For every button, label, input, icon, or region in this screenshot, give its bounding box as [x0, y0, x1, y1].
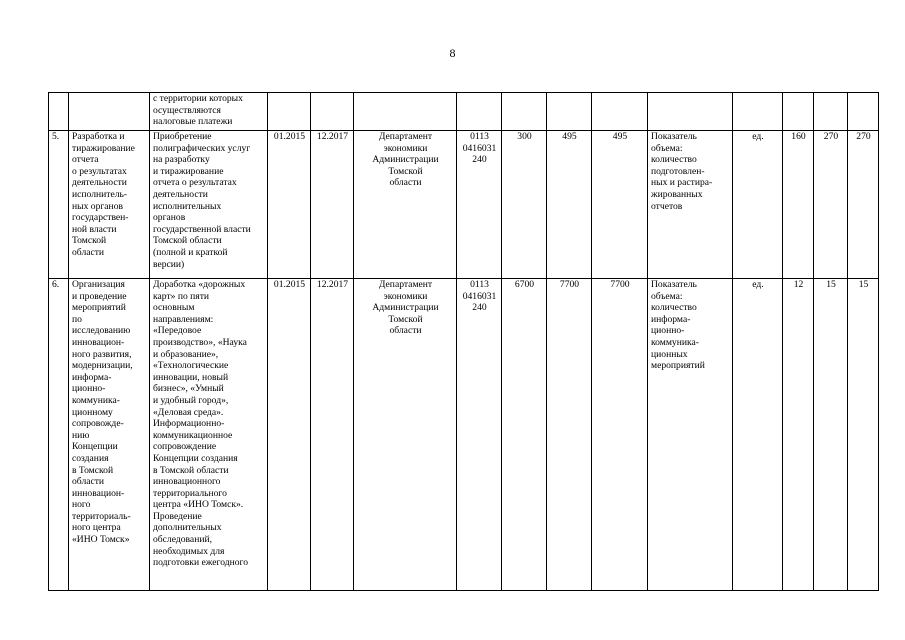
- cell-start: 01.2015: [268, 279, 311, 591]
- cell-start: [268, 93, 311, 131]
- cell-executor: Департамент экономики Администрации Томской области: [354, 131, 457, 279]
- cell-v2: [547, 93, 592, 131]
- cell-num: 6.: [49, 279, 69, 591]
- cell-executor: [354, 93, 457, 131]
- cell-i1: 12: [783, 279, 814, 591]
- cell-i2: [814, 93, 848, 131]
- cell-activity: Доработка «дорожных карт» по пяти основным направлениям: «Передовое производство», «Наука и образование», «Технологические инновации, новый бизнес», «Умный и удобный город», «Деловая среда». Информационно- коммуникационное сопровождение Концепции создания в Томской области инновационного территориального центра «ИНО Томск». Проведение дополнительных обследований, необходимых для подготовки ежегодного: [150, 279, 268, 591]
- page-number: 8: [449, 46, 456, 60]
- cell-v2: 7700: [547, 279, 592, 591]
- cell-i2: 270: [814, 131, 848, 279]
- cell-indicator: [648, 93, 733, 131]
- cell-end: [311, 93, 354, 131]
- cell-i2: 15: [814, 279, 848, 591]
- cell-unit: [733, 93, 783, 131]
- cell-executor: Департамент экономики Администрации Томской области: [354, 279, 457, 591]
- cell-v1: [502, 93, 547, 131]
- cell-activity: с территории которых осуществляются налоговые платежи: [150, 93, 268, 131]
- table-row: [49, 279, 879, 591]
- cell-code: 0113 0416031 240: [457, 131, 502, 279]
- cell-name: [69, 93, 150, 131]
- cell-name: Организация и проведение мероприятий по исследованию инновацион- ного развития, модернизации, информа- ционно- коммуника- ционному сопровожде- нию Концепции создания в Томской области инновацион- ного территориаль- ного центра «ИНО Томск»: [69, 279, 150, 591]
- cell-name: Разработка и тиражирование отчета о результатах деятельности исполнитель- ных органов государствен- ной власти Томской области: [69, 131, 150, 279]
- cell-v2: 495: [547, 131, 592, 279]
- cell-end: 12.2017: [311, 131, 354, 279]
- cell-v1: 300: [502, 131, 547, 279]
- cell-code: [457, 93, 502, 131]
- cell-v3: [592, 93, 648, 131]
- cell-start: 01.2015: [268, 131, 311, 279]
- cell-code: 0113 0416031 240: [457, 279, 502, 591]
- program-activities-table: [48, 92, 879, 591]
- cell-num: [49, 93, 69, 131]
- cell-i3: [848, 93, 879, 131]
- cell-v1: 6700: [502, 279, 547, 591]
- cell-num: 5.: [49, 131, 69, 279]
- cell-i3: 15: [848, 279, 879, 591]
- cell-activity: Приобретение полиграфических услуг на разработку и тиражирование отчета о результатах деятельности исполнительных органов государственной власти Томской области (полной и краткой версии): [150, 131, 268, 279]
- table-row: [49, 131, 879, 279]
- cell-i1: [783, 93, 814, 131]
- cell-unit: ед.: [733, 131, 783, 279]
- cell-indicator: Показатель объема: количество подготовлен- ных и растира- жированных отчетов: [648, 131, 733, 279]
- cell-end: 12.2017: [311, 279, 354, 591]
- cell-unit: ед.: [733, 279, 783, 591]
- cell-v3: 495: [592, 131, 648, 279]
- cell-i1: 160: [783, 131, 814, 279]
- table-row-continuation: [49, 93, 879, 131]
- cell-i3: 270: [848, 131, 879, 279]
- cell-indicator: Показатель объема: количество информа- ционно- коммуника- ционных мероприятий: [648, 279, 733, 591]
- cell-v3: 7700: [592, 279, 648, 591]
